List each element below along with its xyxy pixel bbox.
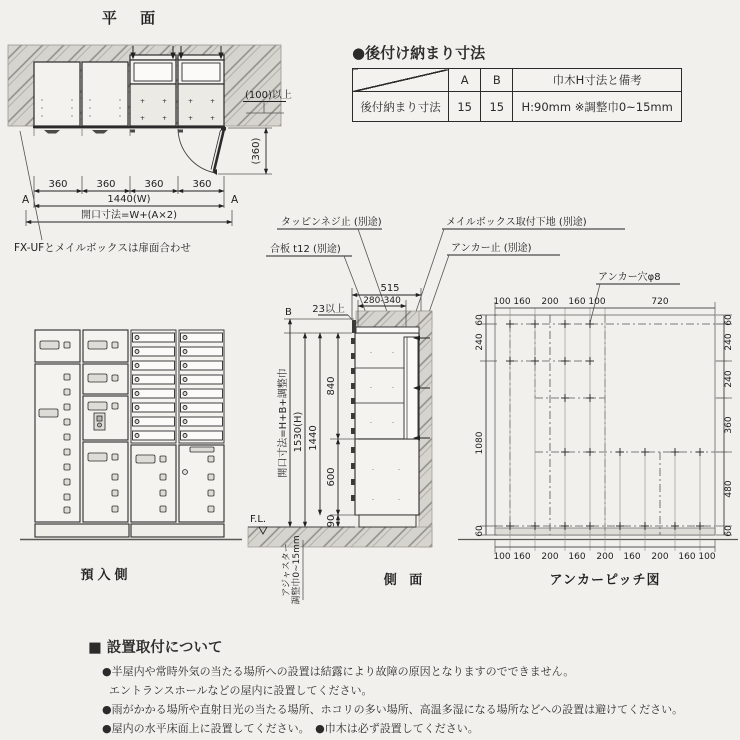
svg-text:100: 100 [698, 552, 716, 562]
svg-text:240: 240 [475, 333, 485, 351]
side-vertical-dims [276, 307, 359, 527]
note-item: ●雨がかかる場所や直射日光の当たる場所、ホコリの多い場所、高温多湿になる場所などへの設置は避けてください。 [102, 702, 684, 716]
svg-text:FX-UFとメイルボックスは扉面合わせ: FX-UFとメイルボックスは扉面合わせ [14, 242, 191, 254]
svg-text:+: + [188, 98, 194, 105]
spec-col-b: B [481, 69, 513, 92]
svg-text:480: 480 [724, 480, 734, 498]
svg-text:160: 160 [568, 552, 586, 562]
svg-text:B: B [285, 307, 292, 318]
svg-text:360: 360 [144, 179, 164, 190]
elevation-mail-slots [131, 330, 224, 443]
svg-text:240: 240 [724, 370, 734, 388]
plan-overall-dim [22, 194, 239, 206]
svg-text:1440(W): 1440(W) [107, 194, 151, 205]
spec-row-label: 後付納まり寸法 [353, 92, 449, 122]
svg-text:アンカー止 (別途): アンカー止 (別途) [451, 243, 532, 254]
installation-notes-title: ■ 設置取付について [88, 640, 223, 656]
svg-text:A: A [231, 194, 239, 206]
svg-text:160: 160 [513, 297, 531, 307]
spec-col-remark: 巾木H寸法と備考 [513, 69, 682, 92]
svg-text:·: · [392, 420, 394, 427]
svg-text:1440: 1440 [308, 425, 319, 451]
svg-text:240: 240 [724, 333, 734, 351]
svg-text:·: · [398, 467, 400, 474]
plan-door-swing [178, 127, 226, 175]
spec-table-title: ●後付け納まり寸法 [352, 44, 486, 62]
svg-text:360: 360 [724, 416, 734, 434]
plan-door-dim [218, 128, 272, 174]
spec-val-remark: H:90mm ※調整巾0~15mm [513, 92, 682, 122]
svg-text:360: 360 [96, 179, 116, 190]
svg-text:·: · [392, 350, 394, 357]
svg-text:+: + [188, 115, 194, 122]
svg-text:160: 160 [568, 297, 586, 307]
svg-text:·: · [370, 385, 372, 392]
spec-val-a: 15 [449, 92, 481, 122]
spec-corner-cell [353, 69, 449, 92]
note-item: ●屋内の水平床面上に設置してください。 ●巾木は必ず設置してください。 [102, 721, 479, 735]
plan-front-face [33, 126, 225, 136]
svg-text:840: 840 [326, 376, 337, 396]
side-caption: 側 面 [383, 573, 427, 588]
anchor-top-dims [493, 297, 715, 316]
svg-text:·: · [372, 467, 374, 474]
anchor-diagram [458, 270, 738, 588]
svg-text:720: 720 [651, 297, 669, 307]
svg-text:·: · [372, 497, 374, 504]
svg-text:·: · [370, 420, 372, 427]
svg-text:200: 200 [596, 552, 614, 562]
svg-text:·: · [370, 350, 372, 357]
svg-text:280-340: 280-340 [363, 296, 401, 306]
spec-table-block [352, 42, 682, 122]
svg-text:200: 200 [541, 297, 559, 307]
note-item: ●半屋内や常時外気の当たる場所への設置は結露により故障の原因となりますのでできません。 [102, 665, 575, 678]
anchor-hole-label: アンカー穴φ8 [598, 272, 661, 283]
svg-text:200: 200 [651, 552, 669, 562]
svg-text:+: + [210, 115, 216, 122]
spec-val-b: 15 [481, 92, 513, 122]
svg-text:60: 60 [475, 525, 485, 537]
anchor-left-dims [475, 314, 497, 537]
svg-text:(360): (360) [251, 137, 262, 165]
note-item: エントランスホールなどの屋内に設置してください。 [109, 683, 373, 697]
svg-text:160: 160 [678, 552, 696, 562]
spec-col-a: A [449, 69, 481, 92]
svg-text:515: 515 [380, 283, 400, 294]
svg-text:合板 t12 (別途): 合板 t12 (別途) [270, 244, 341, 255]
svg-text:+: + [140, 115, 146, 122]
svg-text:·: · [398, 497, 400, 504]
svg-text:23以上: 23以上 [312, 304, 345, 315]
svg-text:開口寸法=H+B+調整巾: 開口寸法=H+B+調整巾 [278, 368, 289, 478]
svg-text:1530(H): 1530(H) [293, 411, 304, 453]
svg-text:(100)以上: (100)以上 [245, 90, 292, 101]
svg-text:A: A [22, 194, 30, 206]
svg-text:+: + [162, 98, 168, 105]
svg-text:160: 160 [513, 552, 531, 562]
svg-text:60: 60 [724, 314, 734, 326]
svg-text:+: + [210, 98, 216, 105]
svg-text:1080: 1080 [475, 431, 485, 455]
anchor-right-dims [716, 314, 734, 537]
svg-text:90: 90 [326, 514, 337, 528]
elevation-caption: 預入側 [80, 568, 132, 583]
svg-text:100: 100 [588, 297, 606, 307]
svg-text:開口寸法=W+(A×2): 開口寸法=W+(A×2) [80, 210, 178, 221]
side-callouts [266, 215, 625, 341]
spec-table [352, 68, 682, 122]
svg-text:タッピンネジ止 (別途): タッピンネジ止 (別途) [281, 217, 382, 228]
svg-text:100: 100 [493, 297, 511, 307]
middle-drawings [0, 210, 740, 610]
svg-text:160: 160 [623, 552, 641, 562]
svg-text:·: · [392, 385, 394, 392]
svg-text:+: + [162, 115, 168, 122]
svg-text:+: + [140, 98, 146, 105]
svg-text:アジャスター: アジャスター [282, 543, 292, 597]
svg-text:100: 100 [493, 552, 511, 562]
svg-text:200: 200 [541, 552, 559, 562]
svg-text:360: 360 [192, 179, 212, 190]
svg-text:600: 600 [326, 467, 337, 487]
svg-text:調整巾0~15mm: 調整巾0~15mm [292, 535, 302, 605]
plan-title: 平 面 [101, 9, 165, 27]
svg-text:F.L.: F.L. [250, 514, 267, 525]
side-cabinet [351, 320, 430, 527]
svg-text:60: 60 [724, 525, 734, 537]
svg-text:メイルボックス取付下地 (別途): メイルボックス取付下地 (別途) [446, 217, 587, 228]
svg-text:360: 360 [48, 179, 68, 190]
anchor-caption: アンカーピッチ図 [549, 573, 661, 588]
svg-text:60: 60 [475, 314, 485, 326]
anchor-bottom-dims [493, 540, 715, 562]
installation-notes [88, 636, 736, 740]
